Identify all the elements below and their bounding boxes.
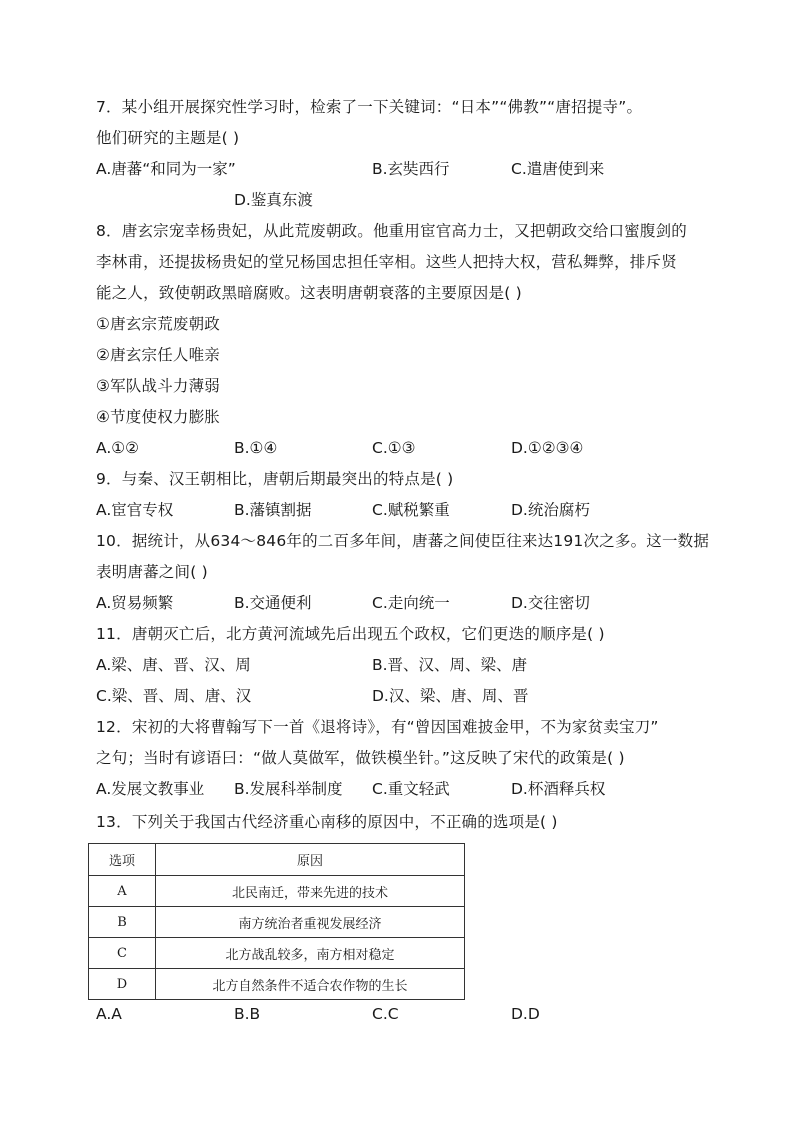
q8-option-c[interactable]: C.①③	[372, 439, 416, 457]
table-header-reason: 原因	[156, 844, 465, 876]
q9-option-d[interactable]: D.统治腐朽	[511, 501, 590, 519]
q7-option-a[interactable]: A.唐蕃“和同为一家”	[96, 160, 236, 178]
q13-stem-line1: 13．下列关于我国古代经济重心南移的原因中，不正确的选项是( )	[96, 813, 558, 831]
q8-option-a[interactable]: A.①②	[96, 439, 140, 457]
q10-option-c[interactable]: C.走向统一	[372, 594, 450, 612]
q9-stem-line1: 9．与秦、汉王朝相比，唐朝后期最突出的特点是( )	[96, 470, 454, 488]
q12-stem-line1: 12．宋初的大将曹翰写下一首《退将诗》，有“曾因国难披金甲，不为家贫卖宝刀”	[96, 718, 659, 736]
table-cell-reason: 北方自然条件不适合农作物的生长	[156, 969, 465, 1000]
q11-option-b[interactable]: B.晋、汉、周、梁、唐	[372, 656, 528, 674]
q12-option-c[interactable]: C.重文轻武	[372, 780, 450, 798]
q13-option-a[interactable]: A.A	[96, 1005, 122, 1023]
table-cell-reason: 北民南迁，带来先进的技术	[156, 876, 465, 907]
q8-item-1: ①唐玄宗荒废朝政	[96, 315, 220, 333]
table-cell-reason: 北方战乱较多，南方相对稳定	[156, 938, 465, 969]
q7-option-d[interactable]: D.鉴真东渡	[234, 191, 313, 209]
q13-reasons-table	[88, 843, 465, 1000]
q8-item-4: ④节度使权力膨胀	[96, 408, 220, 426]
q8-stem-line3: 能之人，致使朝政黑暗腐败。这表明唐朝衰落的主要原因是( )	[96, 284, 522, 302]
table-cell-option: D	[89, 969, 156, 1000]
q12-option-d[interactable]: D.杯酒释兵权	[511, 780, 606, 798]
q12-option-b[interactable]: B.发展科举制度	[234, 780, 343, 798]
q10-stem-line2: 表明唐蕃之间( )	[96, 563, 208, 581]
table-cell-reason: 南方统治者重视发展经济	[156, 907, 465, 938]
q8-stem-line2: 李林甫，还提拔杨贵妃的堂兄杨国忠担任宰相。这些人把持大权，营私舞弊，排斥贤	[96, 253, 677, 271]
table-row	[89, 969, 465, 1000]
q13-option-b[interactable]: B.B	[234, 1005, 261, 1023]
q13-option-d[interactable]: D.D	[511, 1005, 540, 1023]
q7-option-b[interactable]: B.玄奘西行	[372, 160, 450, 178]
q12-option-a[interactable]: A.发展文教事业	[96, 780, 205, 798]
table-cell-option: B	[89, 907, 156, 938]
q8-item-3: ③军队战斗力薄弱	[96, 377, 220, 395]
q7-option-c[interactable]: C.遣唐使到来	[511, 160, 605, 178]
table-cell-option: C	[89, 938, 156, 969]
table-cell-option: A	[89, 876, 156, 907]
table-row	[89, 907, 465, 938]
q7-stem-line1: 7．某小组开展探究性学习时，检索了一下关键词：“日本”“佛教”“唐招提寺”。	[96, 98, 643, 116]
q10-option-d[interactable]: D.交往密切	[511, 594, 590, 612]
table-row	[89, 938, 465, 969]
q11-stem-line1: 11．唐朝灭亡后，北方黄河流域先后出现五个政权，它们更迭的顺序是( )	[96, 625, 605, 643]
q9-option-c[interactable]: C.赋税繁重	[372, 501, 450, 519]
q12-stem-line2: 之句；当时有谚语曰：“做人莫做军，做铁模坐针。”这反映了宋代的政策是( )	[96, 749, 625, 767]
q8-option-b[interactable]: B.①④	[234, 439, 278, 457]
q8-item-2: ②唐玄宗任人唯亲	[96, 346, 220, 364]
q9-option-a[interactable]: A.宦官专权	[96, 501, 174, 519]
q10-option-a[interactable]: A.贸易频繁	[96, 594, 174, 612]
q7-stem-line2: 他们研究的主题是( )	[96, 129, 240, 147]
q11-option-c[interactable]: C.梁、晋、周、唐、汉	[96, 687, 252, 705]
table-header-option: 选项	[89, 844, 156, 876]
table-header-row	[89, 844, 465, 876]
table-row	[89, 876, 465, 907]
q10-option-b[interactable]: B.交通便利	[234, 594, 312, 612]
q8-option-d[interactable]: D.①②③④	[511, 439, 584, 457]
q8-stem-line1: 8．唐玄宗宠幸杨贵妃，从此荒废朝政。他重用宦官高力士，又把朝政交给口蜜腹剑的	[96, 222, 687, 240]
q13-option-c[interactable]: C.C	[372, 1005, 399, 1023]
q9-option-b[interactable]: B.藩镇割据	[234, 501, 312, 519]
q11-option-a[interactable]: A.梁、唐、晋、汉、周	[96, 656, 251, 674]
q10-stem-line1: 10．据统计，从634～846年的二百多年间，唐蕃之间使臣往来达191次之多。这一数据	[96, 532, 710, 550]
q11-option-d[interactable]: D.汉、梁、唐、周、晋	[372, 687, 529, 705]
